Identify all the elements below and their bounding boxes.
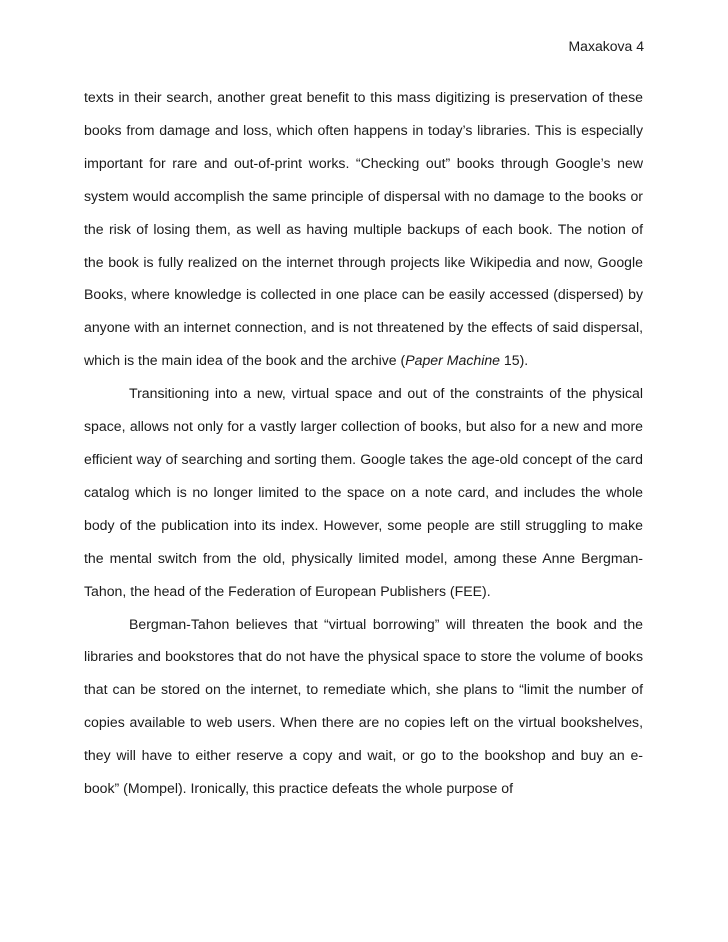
- paragraph-1-citation-end: 15).: [500, 352, 529, 369]
- book-title-italic: Paper Machine: [405, 352, 501, 369]
- paragraph-1-text: texts in their search, another great benefit to this mass digitizing is preservation of these books from damage and loss, which often happens in today’s libraries. This is especially important for rare and out-of-print works. “Checking out” books through Google’s new system would accomplish the same principle of dispersal with no damage to the books or the risk of losing them, as well as having multiple backups of each book. The notion of the book is fully realized on the internet through projects like Wikipedia and now, Google Books, where knowledge is collected in one place can be easily accessed (dispersed) by anyone with an internet connection, and is not threatened by the effects of said dispersal, which is the main idea of the book and the archive (: [84, 89, 643, 369]
- running-header: Maxakova 4: [568, 38, 644, 54]
- paragraph-2: Transitioning into a new, virtual space and out of the constraints of the physical space, allows not only for a vastly larger collection of books, but also for a new and more efficient way of searching and sorting them. Google takes the age-old concept of the card catalog which is no longer limited to the space on a note card, and includes the whole body of the publication into its index. However, some people are still struggling to make the mental switch from the old, physically limited model, among these Anne Bergman-Tahon, the head of the Federation of European Publishers (FEE).: [84, 385, 643, 599]
- body-text: [84, 81, 643, 805]
- paragraph-1: [84, 81, 643, 377]
- paragraph-3: Bergman-Tahon believes that “virtual borrowing” will threaten the book and the libraries and bookstores that do not have the physical space to store the volume of books that can be stored on the internet, to remediate which, she plans to “limit the number of copies available to web users. When there are no copies left on the virtual bookshelves, they will have to either reserve a copy and wait, or go to the bookshop and buy an e-book” (Mompel). Ironically, this practice defeats the whole purpose of: [84, 615, 643, 797]
